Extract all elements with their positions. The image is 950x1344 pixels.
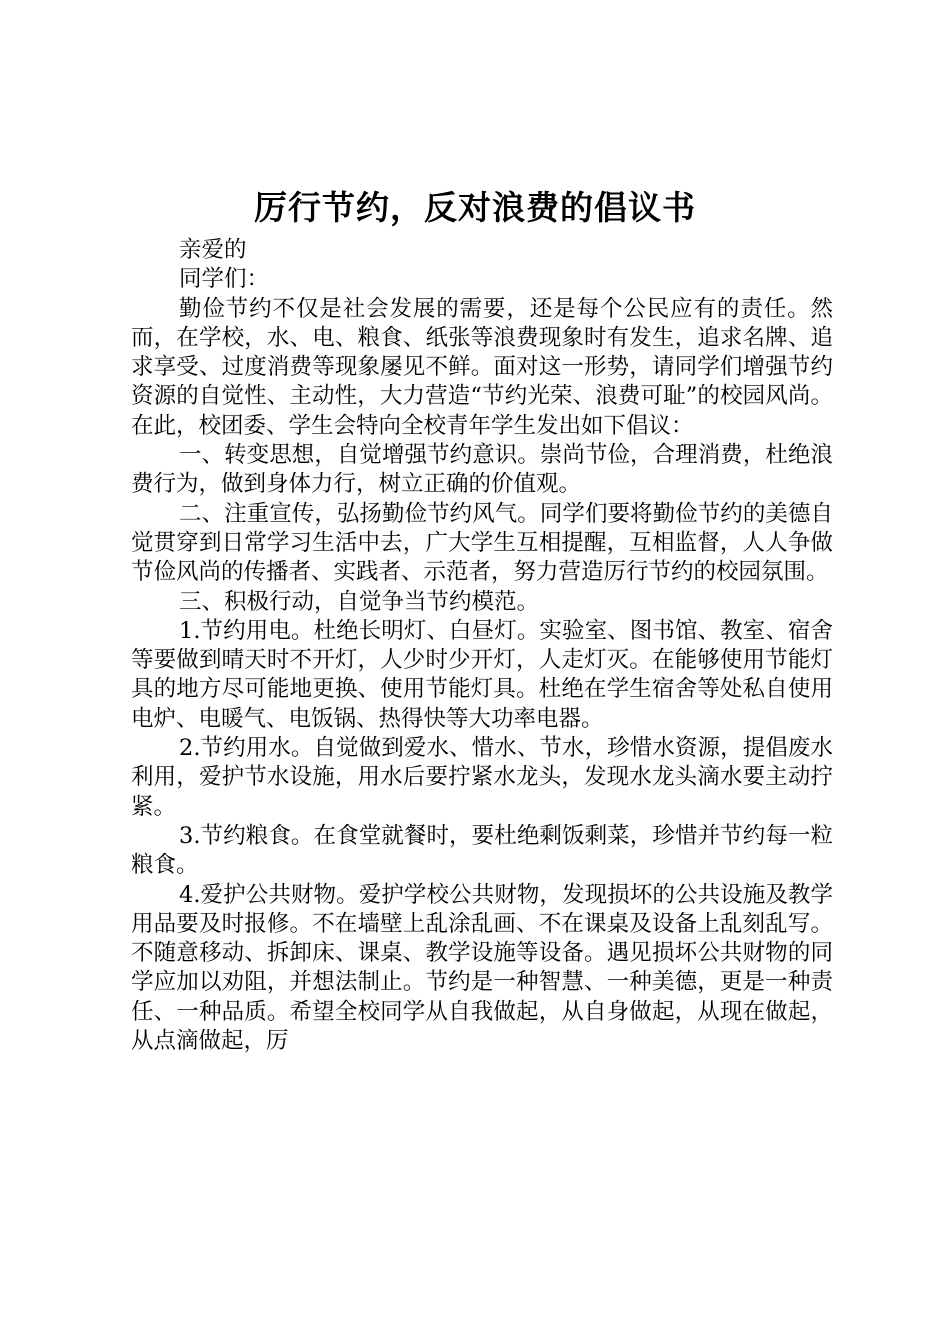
salutation-line-2: 同学们：	[179, 266, 270, 293]
document-body	[131, 236, 833, 1056]
proposal-3-heading: 三、积极行动，自觉争当节约模范。	[179, 588, 540, 615]
document-title: 厉行节约，反对浪费的倡议书	[254, 188, 696, 227]
proposal-2-paragraph: 二、注重宣传，弘扬勤俭节约风气。同学们要将勤俭节约的美德自觉贯穿到日常学习生活中去，广大学生互相提醒，互相监督，人人争做节俭风尚的传播者、实践者、示范者，努力营造厉行节约的校园氛围。	[131, 500, 833, 586]
item-property-paragraph: 4.爱护公共财物。爱护学校公共财物，发现损坏的公共设施及教学用品要及时报修。不在墙壁上乱涂乱画、不在课桌及设备上乱刻乱写。不随意移动、拆卸床、课桌、教学设施等设备。遇见损坏公共财物的同学应加以劝阻，并想法制止。节约是一种智慧、一种美德，更是一种责任、一种品质。希望全校同学从自我做起，从自身做起，从现在做起，从点滴做起，厉	[131, 881, 833, 1055]
intro-paragraph: 勤俭节约不仅是社会发展的需要，还是每个公民应有的责任。然而，在学校，水、电、粮食、纸张等浪费现象时有发生，追求名牌、追求享受、过度消费等现象屡见不鲜。面对这一形势，请同学们增强节约资源的自觉性、主动性，大力营造“节约光荣、浪费可耻”的校园风尚。在此，校团委、学生会特向全校青年学生发出如下倡议：	[131, 295, 833, 439]
item-water-paragraph: 2.节约用水。自觉做到爱水、惜水、节水，珍惜水资源，提倡废水利用，爱护节水设施，用水后要拧紧水龙头，发现水龙头滴水要主动拧紧。	[131, 735, 833, 820]
item-food-paragraph: 3.节约粮食。在食堂就餐时，要杜绝剩饭剩菜，珍惜并节约每一粒粮食。	[131, 822, 833, 879]
salutation-line-1: 亲爱的	[179, 237, 247, 263]
item-electricity-paragraph: 1.节约用电。杜绝长明灯、白昼灯。实验室、图书馆、教室、宿舍等要做到晴天时不开灯，人少时少开灯，人走灯灭。在能够使用节能灯具的地方尽可能地更换、使用节能灯具。杜绝在学生宿舍等处私自使用电炉、电暖气、电饭锅、热得快等大功率电器。	[131, 617, 833, 732]
proposal-1-paragraph: 一、转变思想，自觉增强节约意识。崇尚节俭，合理消费，杜绝浪费行为，做到身体力行，树立正确的价值观。	[131, 442, 833, 498]
